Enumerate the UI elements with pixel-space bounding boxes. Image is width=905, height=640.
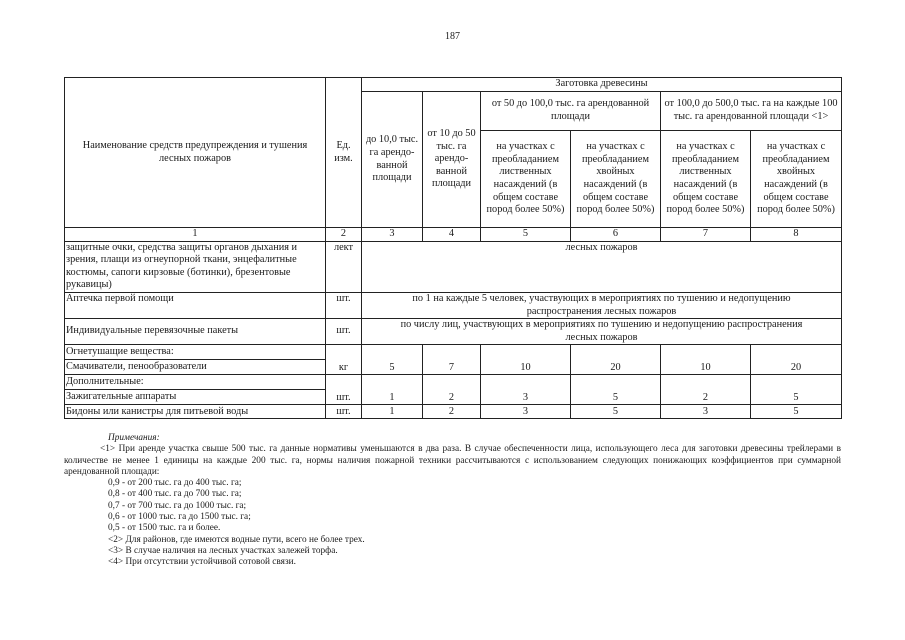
col-number: 2 xyxy=(326,228,362,242)
header-sub2: от 100,0 до 500,0 тыс. га на каждые 100 тыс. га арендованной площади <1> xyxy=(661,92,842,131)
row-cans-value: 2 xyxy=(423,405,481,419)
row-wetting-value: 10 xyxy=(661,345,751,375)
row-dressing-unit: шт. xyxy=(326,319,362,345)
row-cans-unit: шт. xyxy=(326,405,362,419)
row-igniters-unit: шт. xyxy=(326,375,362,405)
row-igniters-value: 3 xyxy=(481,375,571,405)
col-number: 5 xyxy=(481,228,571,242)
note-1: <1> При аренде участка свыше 500 тыс. га данные нормативы уменьшаются в два раза. В случае обеспеченности лица, использующего леса для заготовки древесины трейлерами в количестве не менее 1 единицы на каждые 200 тыс. га, нормы наличия пожарной техники рассчитываются с использованием следующих понижающих коэффициентов при суммарной арендованной площади: xyxy=(64,444,841,477)
row-protective-unit: лект xyxy=(326,241,362,292)
col-number: 8 xyxy=(751,228,842,242)
row-dressing-value: по числу лиц, участвующих в мероприятиях по тушению и недопущению распространения лесных пожаров xyxy=(362,319,842,345)
row-first-aid-unit: шт. xyxy=(326,292,362,318)
row-igniters-value: 5 xyxy=(571,375,661,405)
header-col8: на участках с преобладанием хвойных насаждений (в общем составе пород более 50%) xyxy=(751,131,842,228)
page-number: 187 xyxy=(445,31,460,42)
note-2: <2> Для районов, где имеются водные пути, всего не более трех. xyxy=(108,534,365,545)
header-col5: на участках с преобладанием лиственных насаждений (в общем составе пород более 50%) xyxy=(481,131,571,228)
col-number: 3 xyxy=(362,228,423,242)
row-cans-name: Бидоны или канистры для питьевой воды xyxy=(65,405,326,419)
col-number: 7 xyxy=(661,228,751,242)
row-dressing-name: Индивидуальные перевязочные пакеты xyxy=(65,319,326,345)
row-cans-value: 1 xyxy=(362,405,423,419)
row-wetting-value: 20 xyxy=(751,345,842,375)
row-cans-value: 5 xyxy=(571,405,661,419)
col-number: 4 xyxy=(423,228,481,242)
row-wetting-value: 5 xyxy=(362,345,423,375)
coefficient-line: 0,9 - от 200 тыс. га до 400 тыс. га; xyxy=(108,478,242,489)
row-additional-heading: Дополнительные: xyxy=(65,375,326,390)
header-col3: до 10,0 тыс. га арендо-ванной площади xyxy=(362,92,423,228)
row-wetting-value: 10 xyxy=(481,345,571,375)
row-wetting-value: 7 xyxy=(423,345,481,375)
row-igniters-value: 2 xyxy=(423,375,481,405)
notes-section xyxy=(64,433,841,569)
row-cans-value: 5 xyxy=(751,405,842,419)
coefficient-line: 0,6 - от 1000 тыс. га до 1500 тыс. га; xyxy=(108,512,251,523)
header-col7: на участках с преобладанием лиственных насаждений (в общем составе пород более 50%) xyxy=(661,131,751,228)
col-number: 1 xyxy=(65,228,326,242)
row-extinguish-heading: Огнетушащие вещества: xyxy=(65,345,326,360)
row-cans-value: 3 xyxy=(481,405,571,419)
row-igniters-value: 2 xyxy=(661,375,751,405)
row-igniters-value: 1 xyxy=(362,375,423,405)
notes-title: Примечания: xyxy=(108,433,160,443)
coefficient-line: 0,5 - от 1500 тыс. га и более. xyxy=(108,523,221,534)
row-igniters-value: 5 xyxy=(751,375,842,405)
row-protective-value: лесных пожаров xyxy=(362,241,842,292)
row-wetting-name: Смачиватели, пенообразователи xyxy=(65,360,326,375)
row-wetting-value: 20 xyxy=(571,345,661,375)
header-name-col: Наименование средств предупреждения и тушения лесных пожаров xyxy=(65,78,326,228)
header-unit-col: Ед. изм. xyxy=(326,78,362,228)
coefficient-line: 0,7 - от 700 тыс. га до 1000 тыс. га; xyxy=(108,500,247,511)
coefficient-line: 0,8 - от 400 тыс. га до 700 тыс. га; xyxy=(108,489,242,500)
note-4: <4> При отсутствии устойчивой сотовой связи. xyxy=(108,557,296,568)
row-first-aid-value: по 1 на каждые 5 человек, участвующих в мероприятиях по тушению и недопущению распространения лесных пожаров xyxy=(362,292,842,318)
row-igniters-name: Зажигательные аппараты xyxy=(65,390,326,405)
row-cans-value: 3 xyxy=(661,405,751,419)
header-col6: на участках с преобладанием хвойных насаждений (в общем составе пород более 50%) xyxy=(571,131,661,228)
header-sub1: от 50 до 100,0 тыс. га арендованной площади xyxy=(481,92,661,131)
fire-equipment-table xyxy=(64,77,842,419)
header-group-harvest: Заготовка древесины xyxy=(362,78,842,92)
row-wetting-unit: кг xyxy=(326,345,362,375)
header-col4: от 10 до 50 тыс. га арендо-ванной площади xyxy=(423,92,481,228)
row-first-aid-name: Аптечка первой помощи xyxy=(65,292,326,318)
note-3: <3> В случае наличия на лесных участках залежей торфа. xyxy=(108,545,338,556)
col-number: 6 xyxy=(571,228,661,242)
row-protective-name: защитные очки, средства защиты органов дыхания и зрения, плащи из огнеупорной ткани, энцефалитные костюмы, сапоги кирзовые (ботинки), брезентовые рукавицы) xyxy=(65,241,326,292)
